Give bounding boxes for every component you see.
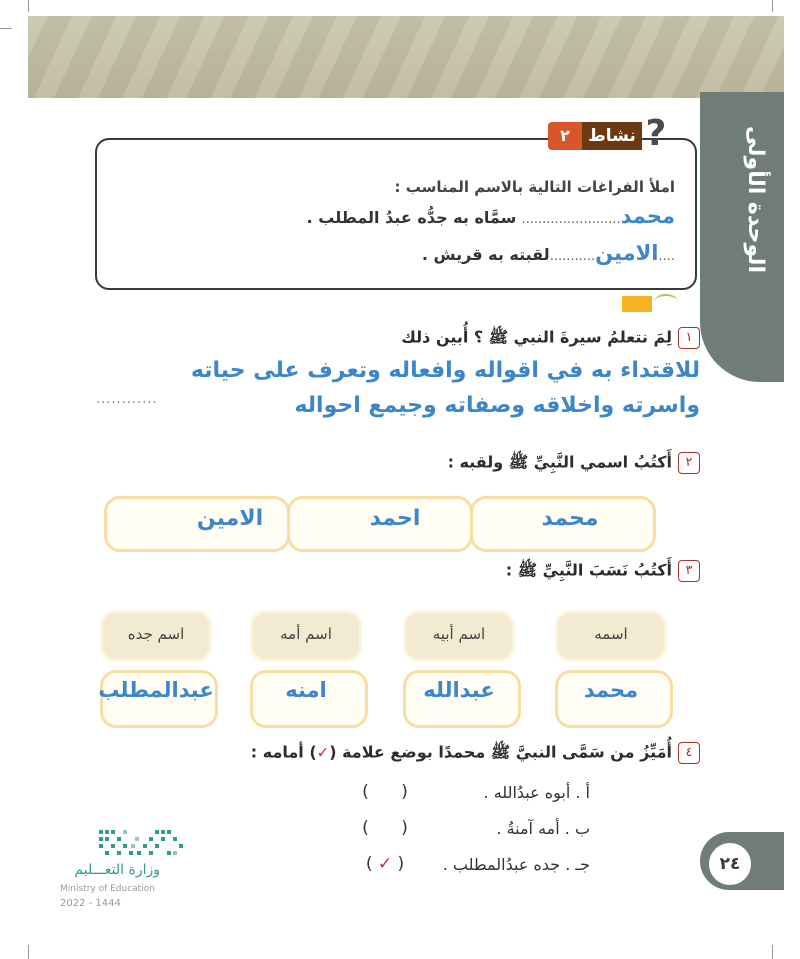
question-4 [220, 742, 700, 766]
question-text: أَكتُبُ اسمي النَّبِيِّ ﷺ ولقبه : [447, 452, 672, 472]
dots: .... [658, 249, 675, 264]
option-c: جـ . جده عبدُالمطلب . [442, 855, 590, 874]
check-icon: ✓ [316, 743, 330, 762]
question-text: لِمَ نتعلمُ سيرةَ النبي ﷺ ؟ أُبين ذلك [401, 327, 672, 347]
crop-mark [772, 945, 773, 959]
crop-mark [772, 0, 773, 12]
question-text: أُمَيِّزُ من سَمَّى النبيَّ ﷺ محمدًا بوضع علامة ( [329, 742, 672, 762]
question-text-end: ) أمامه : [250, 742, 317, 762]
option-a: أ . أبوه عبدُالله . [483, 783, 590, 802]
question-3 [460, 560, 700, 584]
fill-sentence-1: سمَّاه به جدُّه عبدُ المطلب . [306, 208, 517, 227]
question-2 [380, 452, 700, 476]
activity-label: نشاط [582, 122, 642, 150]
header-band [28, 16, 784, 98]
name-answer-1: محمد [541, 506, 599, 531]
question-mark-icon: ? [645, 113, 667, 154]
lineage-value-grandfather: عبدالمطلب [98, 678, 214, 702]
unit-title: الوحدة الأولى [743, 126, 768, 274]
crop-mark [28, 945, 29, 959]
option-c-checkbox[interactable] [355, 854, 415, 874]
fill-line-2 [200, 241, 675, 271]
crop-mark [0, 28, 12, 29]
name-answer-3: الامين [196, 506, 264, 531]
fill-line-1 [200, 204, 675, 234]
ministry-name-ar: وزارة التعـــليم [74, 862, 160, 878]
check-icon: ✓ [377, 854, 393, 874]
ministry-name-en: Ministry of Education [60, 884, 155, 894]
answer-dots: ............ [96, 392, 158, 407]
section-decoration [622, 296, 652, 312]
page-number: ٢٤ [706, 840, 754, 888]
lineage-label-grandfather: اسم جده [127, 625, 185, 643]
activity-number: ٢ [548, 122, 582, 150]
name-answer-2: احمد [369, 506, 421, 531]
fill-answer-1[interactable]: محمد [620, 204, 675, 228]
fill-answer-2[interactable]: الامين [595, 241, 659, 265]
question-1 [320, 327, 700, 351]
question-number: ٢ [678, 452, 700, 474]
lineage-label-father: اسم أبيه [432, 625, 486, 643]
option-b-checkbox[interactable]: ( ) [362, 818, 408, 838]
question-number: ٣ [678, 560, 700, 582]
question-text: أَكتُبُ نَسَبَ النَّبِيِّ ﷺ : [505, 560, 672, 580]
dots: ........... [549, 249, 596, 264]
question-number: ١ [678, 327, 700, 349]
ministry-year: 2022 - 1444 [60, 898, 121, 909]
paren: ( [365, 854, 373, 874]
dots: ........................ [521, 212, 621, 227]
lineage-value-mother: امنه [285, 678, 327, 702]
lineage-label-mother: اسم أمه [280, 625, 332, 643]
crop-mark [28, 0, 29, 12]
ministry-logo-icon [95, 828, 187, 860]
option-b: ب . أمه آمنةُ . [496, 819, 590, 838]
answer-1-line-2[interactable]: واسرته واخلاقه وصفاته وجيمع احواله [294, 393, 700, 418]
lineage-value-self: محمد [583, 678, 639, 702]
paren: ) [397, 854, 405, 874]
activity-badge [548, 113, 672, 154]
option-a-checkbox[interactable]: ( ) [362, 782, 408, 802]
fill-sentence-2: لقبته به قريش . [421, 245, 550, 264]
section-decoration-curve [654, 294, 678, 310]
lineage-label-self: اسمه [594, 625, 628, 643]
question-number: ٤ [678, 742, 700, 764]
answer-1-line-1[interactable]: للاقتداء به في اقواله وافعاله وتعرف على حياته [190, 358, 700, 383]
lineage-value-father: عبدالله [423, 678, 495, 702]
activity-instruction: املأ الفراغات التالية بالاسم المناسب : [394, 178, 675, 196]
